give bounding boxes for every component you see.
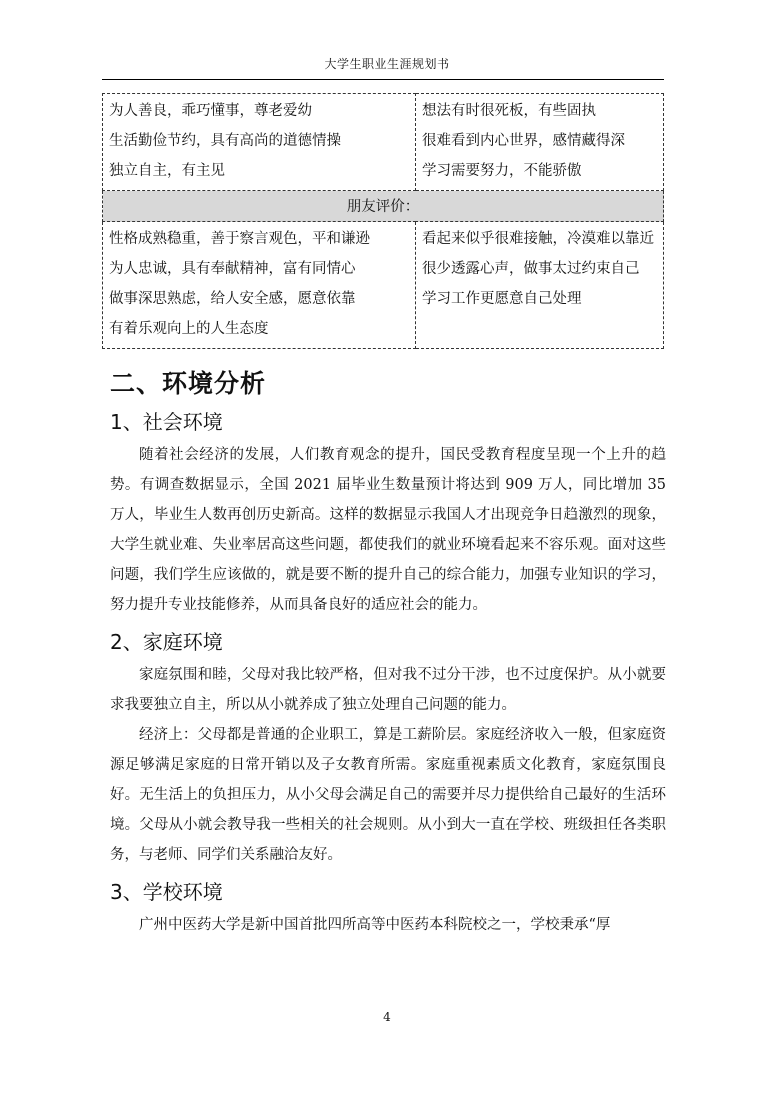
family-env-paragraph-2: 经济上：父母都是普通的企业职工，算是工薪阶层。家庭经济收入一般，但家庭资源足够满足家庭的日常开销以及子女教育所需。家庭重视素质文化教育，家庭氛围良好。无生活上的负担压力，从小父母会满足自己的需要并尽力提供给自己最好的生活环境。父母从小就会教导我一些相关的社会规则。从小到大一直在学校、班级担任各类职务，与老师、同学们关系融洽友好。 [110,727,666,863]
family-weaknesses-cell [416,94,664,191]
friend-eval-header: 朋友评价： [103,191,664,222]
family-strength-1: 为人善良，乖巧懂事，尊老爱幼 [109,103,312,119]
friend-weaknesses-cell [416,222,664,349]
section-title: 二、环境分析 [110,369,267,398]
environment-analysis [110,364,666,940]
family-env-paragraph-1: 家庭氛围和睦，父母对我比较严格，但对我不过分干涉，也不过度保护。从小就要求我要独立自主，所以从小就养成了独立处理自己问题的能力。 [110,667,666,713]
family-weakness-2: 很难看到内心世界，感情藏得深 [422,133,625,149]
social-env-title: 1、社会环境 [110,410,223,434]
friend-strength-4: 有着乐观向上的人生态度 [109,321,269,337]
school-env-title: 3、学校环境 [110,880,223,904]
family-eval-row [103,94,664,191]
friend-strength-1: 性格成熟稳重，善于察言观色，平和谦逊 [109,231,370,247]
running-header: 大学生职业生涯规划书 [324,57,450,71]
family-weakness-3: 学习需要努力，不能骄傲 [422,163,582,179]
friend-eval-row [103,222,664,349]
friend-strength-3: 做事深思熟虑，给人安全感，愿意依靠 [109,291,356,307]
social-env-paragraph: 随着社会经济的发展，人们教育观念的提升，国民受教育程度呈现一个上升的趋势。有调查数据显示，全国 2021 届毕业生数量预计将达到 909 万人，同比增加 35 万人，毕业生人数再创历史新高。这样的数据显示我国人才出现竞争日趋激烈的现象，大学生就业难、失业率居高这些问题，都使我们的就业环境看起来不容乐观。面对这些问题，我们学生应该做的，就是要不断的提升自己的综合能力，加强专业知识的学习，努力提升专业技能修养，从而具备良好的适应社会的能力。 [110,447,666,613]
family-env-title: 2、家庭环境 [110,630,223,654]
family-strength-3: 独立自主，有主见 [109,163,225,179]
family-strengths-cell [103,94,416,191]
friend-weakness-1: 看起来似乎很难接触，冷漠难以靠近 [422,231,654,247]
page-number: 4 [383,1010,391,1024]
family-strength-2: 生活勤俭节约，具有高尚的道德情操 [109,133,341,149]
friend-weakness-2: 很少透露心声，做事太过约束自己 [422,261,640,277]
friend-strengths-cell [103,222,416,349]
friend-strength-2: 为人忠诚，具有奉献精神，富有同情心 [109,261,356,277]
friend-weakness-3: 学习工作更愿意自己处理 [422,291,582,307]
header-rule [102,79,664,80]
family-weakness-1: 想法有时很死板，有些固执 [422,103,596,119]
evaluation-table [102,93,664,349]
school-env-paragraph: 广州中医药大学是新中国首批四所高等中医药本科院校之一，学校秉承“厚 [139,917,611,933]
friend-eval-header-row [103,191,664,222]
